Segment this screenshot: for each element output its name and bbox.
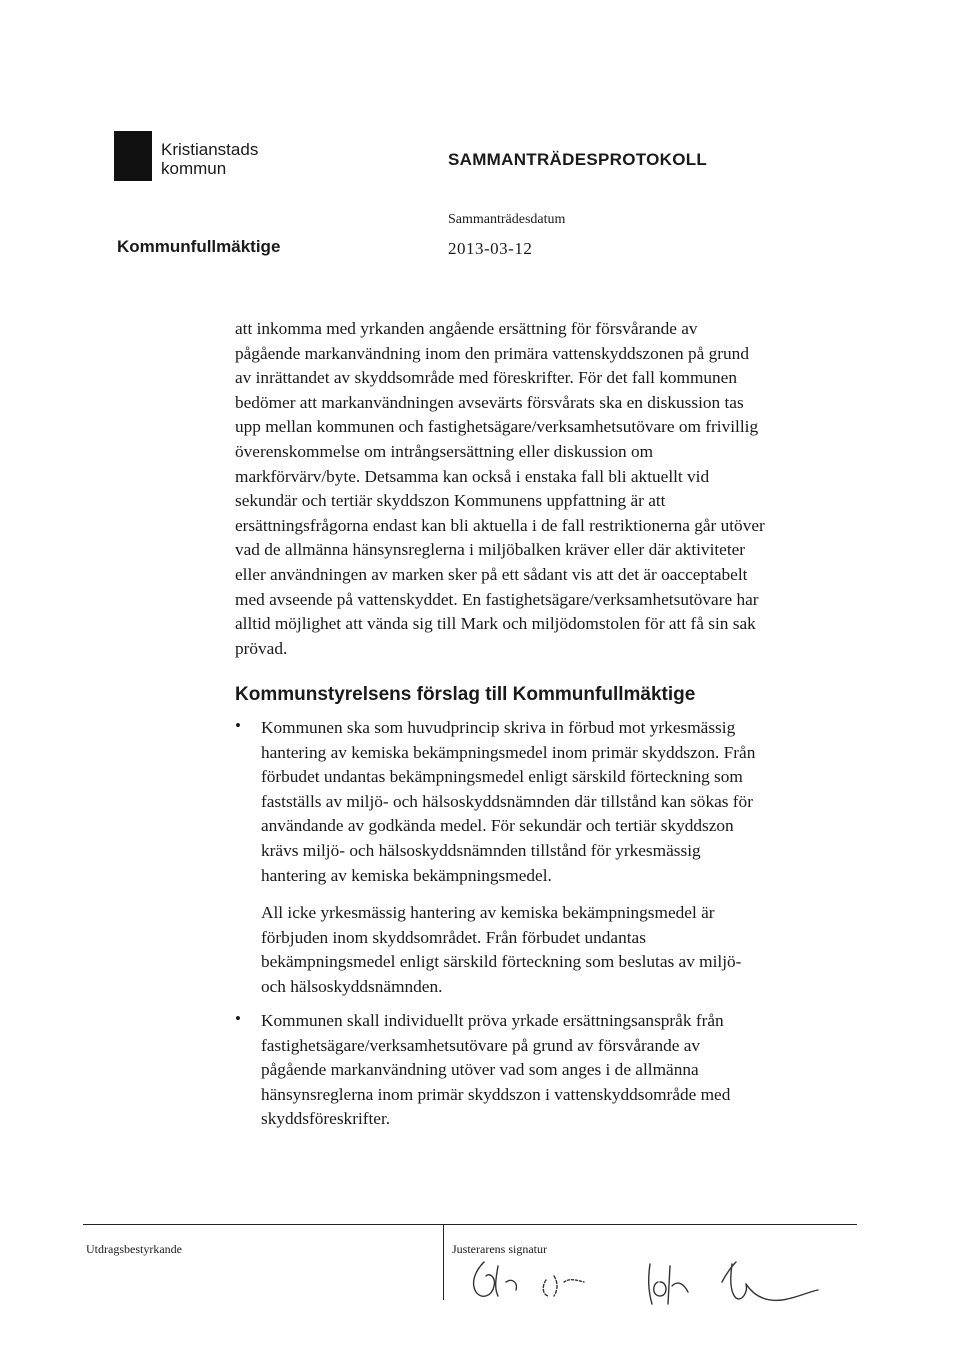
bullet-line: hantering av kemiska bekämpningsmedel inom primär skyddszon. Från <box>261 742 756 762</box>
paragraph-line: upp mellan kommunen och fastighetsägare/verksamhetsutövare om frivillig <box>235 417 759 437</box>
handwritten-signatures <box>446 1252 826 1312</box>
bullet-line: användande av godkända medel. För sekundär och tertiär skyddszon <box>261 816 734 836</box>
bullet-line: All icke yrkesmässig hantering av kemiska bekämpningsmedel är <box>261 903 715 922</box>
bullet-line: fastighetsägare/verksamhetsutövare på grund av försvårande av <box>261 1035 701 1055</box>
bullet-item-1-continuation <box>261 901 821 999</box>
bullet-item-2 <box>261 1009 821 1132</box>
bullet-line: hänsynsreglerna inom primär skyddszon i vattenskyddsområde med <box>261 1084 731 1104</box>
paragraph-line: att inkomma med yrkanden angående ersättning för försvårande av <box>235 319 698 338</box>
meeting-date-value: 2013-03-12 <box>448 239 533 258</box>
bullet-line: Kommunen ska som huvudprincip skriva in förbud mot yrkesmässig <box>261 718 736 737</box>
excerpt-certification-label: Utdragsbestyrkande <box>86 1242 182 1256</box>
municipality-logo-text <box>161 140 258 178</box>
document-type-title: SAMMANTRÄDESPROTOKOLL <box>448 150 708 169</box>
bullet-line: förbudet undantas bekämpningsmedel enligt särskild förteckning som <box>261 767 743 787</box>
paragraph-line: alltid möjlighet att vända sig till Mark och miljödomstolen för att få sin sak <box>235 614 756 634</box>
bullet-line: krävs miljö- och hälsoskyddsnämnden tillstånd för yrkesmässig <box>261 840 701 860</box>
section-heading: Kommunstyrelsens förslag till Kommunfullmäktige <box>235 684 696 705</box>
paragraph-line: eller användningen av marken sker på ett sådant vis att det är oacceptabelt <box>235 564 748 584</box>
footer-divider <box>83 1224 857 1225</box>
paragraph-line: bedömer att markanvändningen avsevärts försvårats ska en diskussion tas <box>235 392 744 412</box>
paragraph-line: prövad. <box>235 638 288 658</box>
bullet-marker: • <box>235 716 241 735</box>
bullet-item-1 <box>261 716 821 888</box>
logo-line-1: Kristianstads <box>161 140 259 159</box>
footer-column-divider <box>443 1224 444 1300</box>
paragraph-line: med avseende på vattenskyddet. En fastighetsägare/verksamhetsutövare har <box>235 589 759 609</box>
bullet-line: skyddsföreskrifter. <box>261 1109 391 1129</box>
paragraph-line: vad de allmänna hänsynsreglerna i miljöbalken kräver eller där aktiviteter <box>235 540 746 560</box>
paragraph-line: av inrättandet av skyddsområde med föreskrifter. För det fall kommunen <box>235 368 737 388</box>
municipality-logo-square <box>114 131 152 181</box>
paragraph-line: sekundär och tertiär skyddszon Kommunens uppfattning är att <box>235 491 666 511</box>
adjuster-signature-label: Justerarens signatur <box>452 1242 547 1256</box>
bullet-marker: • <box>235 1009 241 1028</box>
paragraph-line: pågående markanvändning inom den primära vattenskyddszonen på grund <box>235 343 749 363</box>
paragraph-line: markförvärv/byte. Detsamma kan också i enstaka fall bli aktuellt vid <box>235 466 710 486</box>
paragraph-line: överenskommelse om intrångsersättning eller diskussion om <box>235 441 654 461</box>
bullet-line: och hälsoskyddsnämnden. <box>261 976 443 996</box>
intro-paragraph <box>235 317 805 661</box>
bullet-line: Kommunen skall individuellt pröva yrkade ersättningsanspråk från <box>261 1011 724 1030</box>
logo-line-2: kommun <box>161 159 227 178</box>
meeting-date-label: Sammanträdesdatum <box>448 212 566 227</box>
bullet-line: förbjuden inom skyddsområdet. Från förbudet undantas <box>261 927 646 947</box>
bullet-line: fastställs av miljö- och hälsoskyddsnämnden där tillstånd kan sökas för <box>261 791 753 811</box>
bullet-line: bekämpningsmedel enligt särskild förteckning som beslutas av miljö- <box>261 952 742 972</box>
bullet-line: hantering av kemiska bekämpningsmedel. <box>261 865 552 885</box>
governing-body-name: Kommunfullmäktige <box>117 237 281 256</box>
bullet-line: pågående markanvändning utöver vad som anges i de allmänna <box>261 1060 699 1080</box>
paragraph-line: ersättningsfrågorna endast kan bli aktuella i de fall restriktionerna går utöver <box>235 515 765 535</box>
